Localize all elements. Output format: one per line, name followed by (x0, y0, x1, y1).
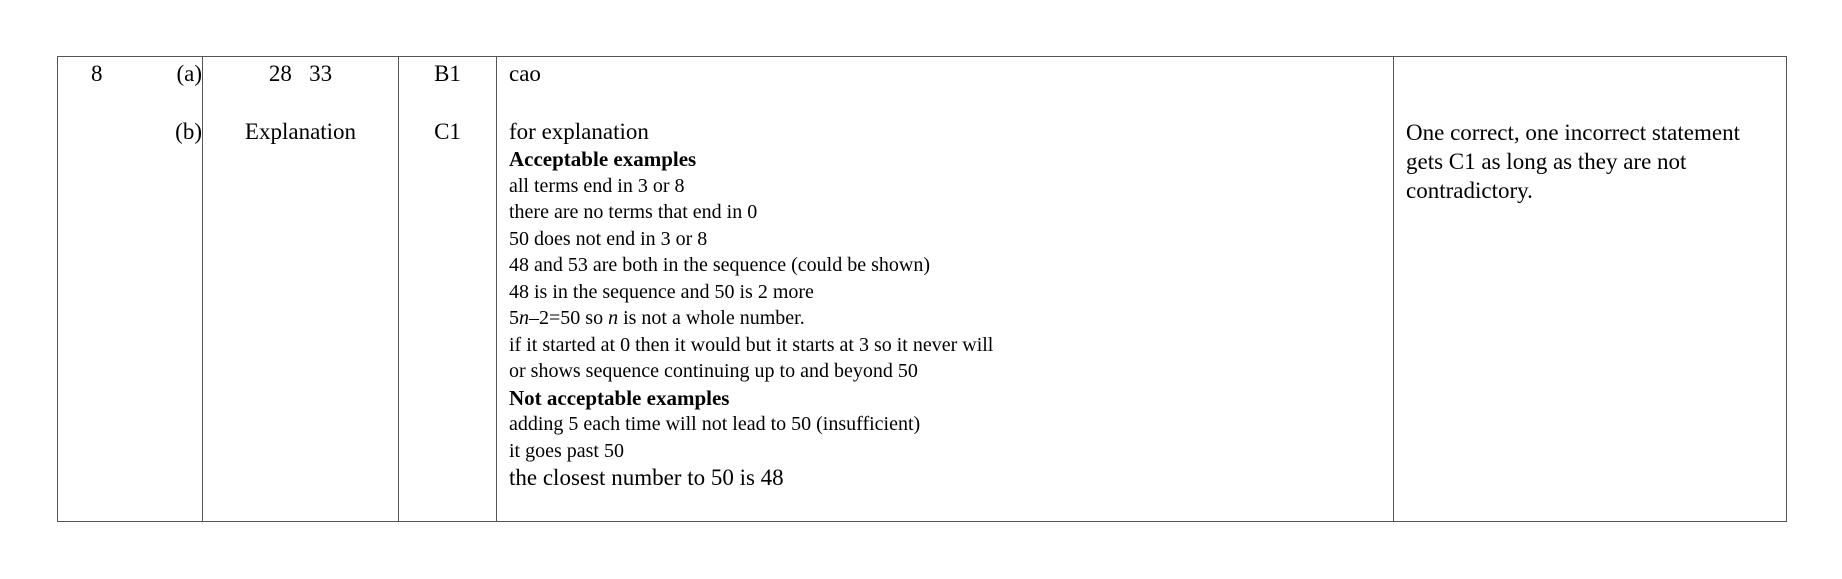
answer-a: 28 33 (268, 61, 333, 86)
acceptable-example: 48 and 53 are both in the sequence (could be shown) (509, 254, 930, 276)
mark-a: B1 (434, 61, 461, 86)
guidance-a: cao (509, 61, 541, 86)
acceptable-example: if it started at 0 then it would but it starts at 3 so it never will (509, 333, 994, 356)
question-cell (58, 57, 203, 522)
part-label-b: (b) (175, 119, 202, 144)
question-number: 8 (91, 61, 103, 86)
mark-cell (399, 57, 497, 522)
acceptable-example: there are no terms that end in 0 (509, 201, 758, 223)
guidance-b-lead: for explanation (509, 119, 649, 144)
answer-b: Explanation (244, 119, 357, 144)
not-acceptable-heading: Not acceptable examples (509, 385, 730, 410)
part-label-a: (a) (176, 61, 202, 86)
not-acceptable-example: adding 5 each time will not lead to 50 (insufficient) (509, 413, 921, 435)
not-acceptable-example: it goes past 50 (509, 439, 624, 462)
notes-cell (1394, 57, 1787, 522)
additional-guidance-note: One correct, one incorrect statement gets C1 as long as they are not contradictory. (1406, 120, 1740, 203)
mark-scheme-table (57, 56, 1787, 522)
acceptable-example: 48 is in the sequence and 50 is 2 more (509, 280, 814, 303)
guidance-cell (497, 57, 1394, 522)
acceptable-heading: Acceptable examples (509, 147, 697, 171)
mark-scheme-row (58, 57, 1787, 522)
answer-cell (203, 57, 399, 522)
acceptable-example-equation: 5n–2=50 so n is not a whole number. (509, 307, 805, 329)
acceptable-example: or shows sequence continuing up to and beyond 50 (509, 360, 918, 382)
acceptable-example: all terms end in 3 or 8 (509, 174, 685, 197)
not-acceptable-example: the closest number to 50 is 48 (509, 465, 784, 490)
mark-b: C1 (434, 119, 461, 144)
acceptable-example: 50 does not end in 3 or 8 (509, 227, 708, 250)
